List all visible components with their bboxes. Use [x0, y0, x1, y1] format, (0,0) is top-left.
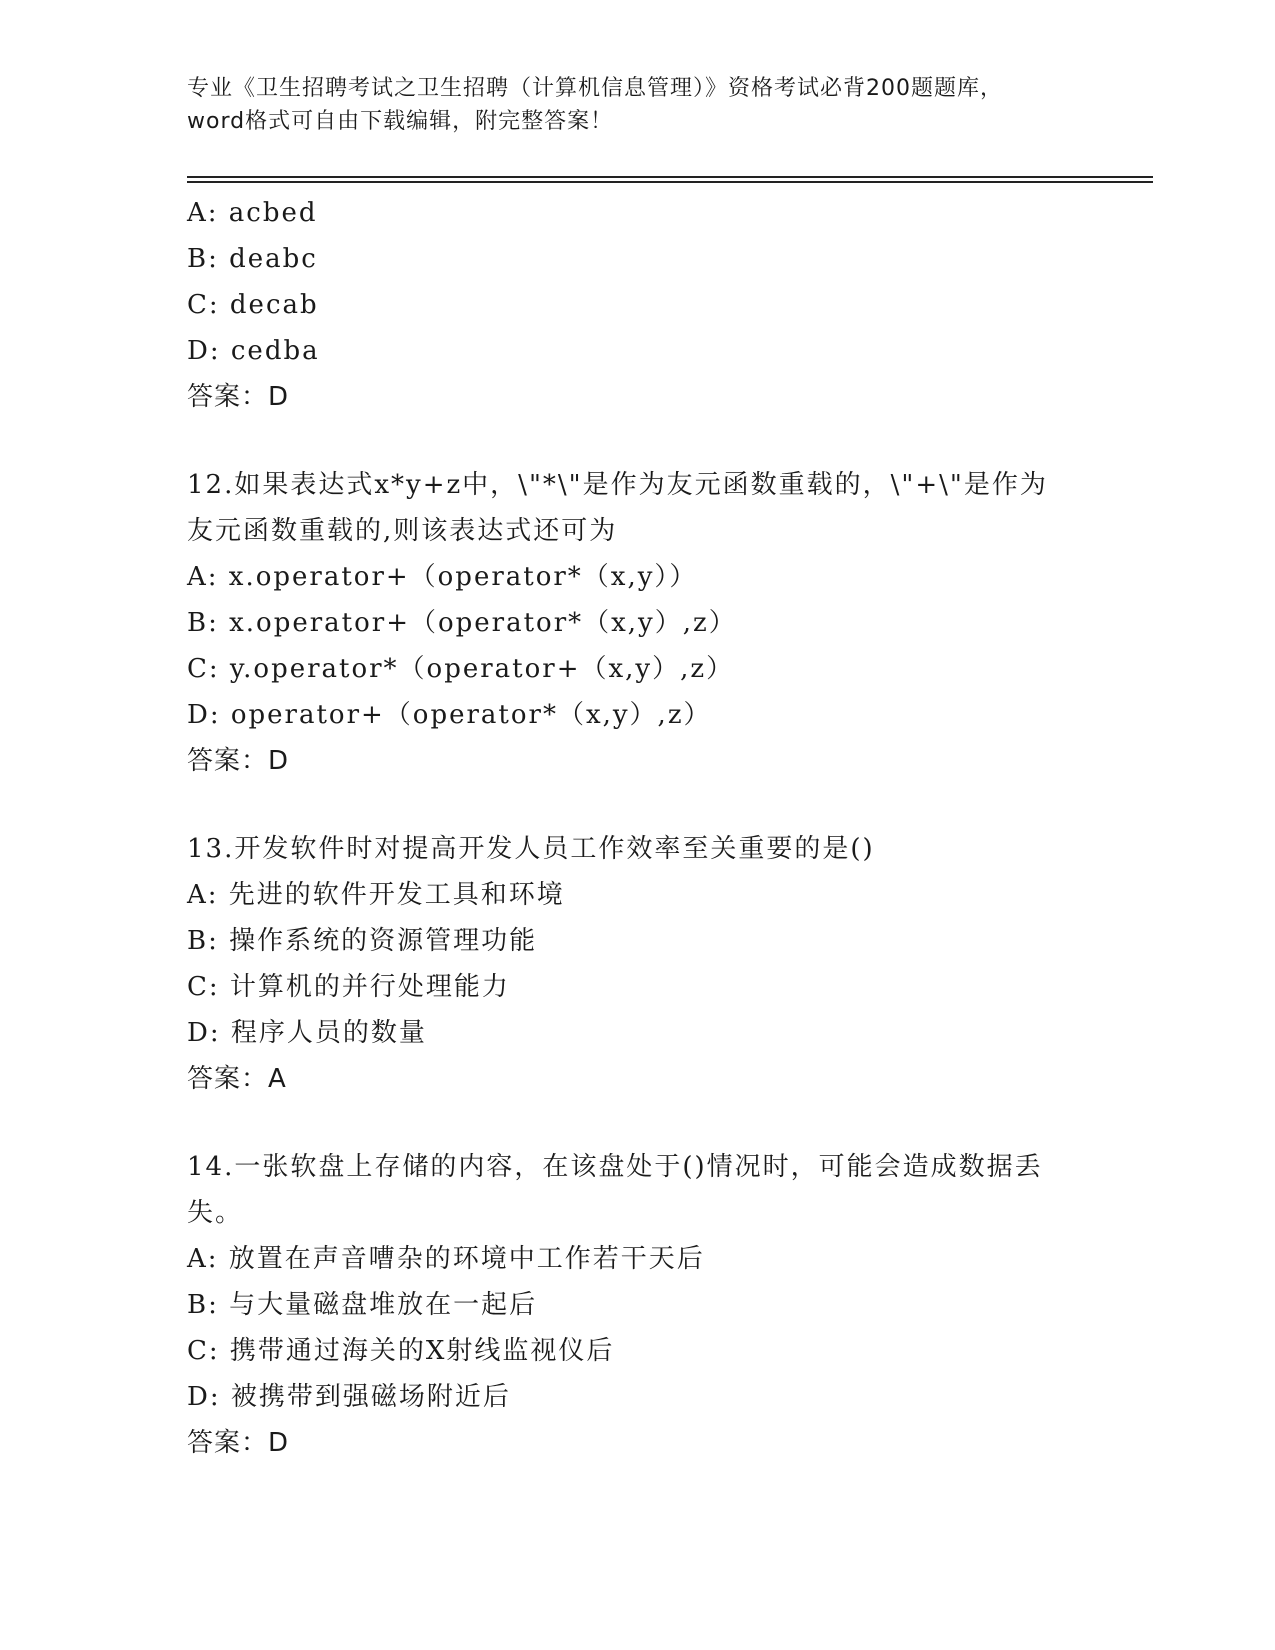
- document-header: [187, 72, 1087, 138]
- question-text: 13.开发软件时对提高开发人员工作效率至关重要的是(): [187, 834, 875, 864]
- question-11: [187, 190, 1087, 420]
- spacer: [187, 1102, 1087, 1144]
- question-13: [187, 826, 1087, 1102]
- question-12: [187, 462, 1087, 784]
- question-text-continued: 友元函数重载的,则该表达式还可为: [187, 516, 618, 546]
- header-title-line-1: 专业《卫生招聘考试之卫生招聘（计算机信息管理）》资格考试必背200题题库，: [187, 76, 1003, 101]
- question-text: 14.一张软盘上存储的内容，在该盘处于()情况时，可能会造成数据丢: [187, 1152, 1043, 1182]
- option-c: C: 携带通过海关的X射线监视仪后: [187, 1336, 615, 1366]
- option-b: B: deabc: [187, 244, 318, 274]
- option-a: A: 先进的软件开发工具和环境: [187, 880, 565, 910]
- question-text: 12.如果表达式x*y+z中，\"*\"是作为友元函数重载的，\"+\"是作为: [187, 470, 1048, 500]
- question-list: [187, 190, 1087, 1466]
- answer: 答案：D: [187, 746, 290, 776]
- question-text-continued: 失。: [187, 1198, 244, 1228]
- option-b: B: x.operator+（operator*（x,y）,z）: [187, 608, 737, 638]
- option-b: B: 操作系统的资源管理功能: [187, 926, 538, 956]
- header-divider-top: [187, 176, 1153, 178]
- option-a: A: x.operator+（operator*（x,y））: [187, 562, 698, 592]
- option-a: A: 放置在声音嘈杂的环境中工作若干天后: [187, 1244, 705, 1274]
- option-c: C: y.operator*（operator+（x,y）,z）: [187, 654, 735, 684]
- answer: 答案：D: [187, 382, 290, 412]
- option-d: D: 程序人员的数量: [187, 1018, 427, 1048]
- option-d: D: cedba: [187, 336, 320, 366]
- option-d: D: operator+（operator*（x,y）,z）: [187, 700, 712, 730]
- spacer: [187, 420, 1087, 462]
- option-b: B: 与大量磁盘堆放在一起后: [187, 1290, 538, 1320]
- header-divider-bottom: [187, 181, 1153, 183]
- option-a: A: acbed: [187, 198, 318, 228]
- option-c: C: 计算机的并行处理能力: [187, 972, 510, 1002]
- answer: 答案：A: [187, 1064, 287, 1094]
- option-c: C: decab: [187, 290, 319, 320]
- answer: 答案：D: [187, 1428, 290, 1458]
- question-14: [187, 1144, 1087, 1466]
- header-title-line-2: word格式可自由下载编辑，附完整答案！: [187, 109, 614, 134]
- spacer: [187, 784, 1087, 826]
- option-d: D: 被携带到强磁场附近后: [187, 1382, 511, 1412]
